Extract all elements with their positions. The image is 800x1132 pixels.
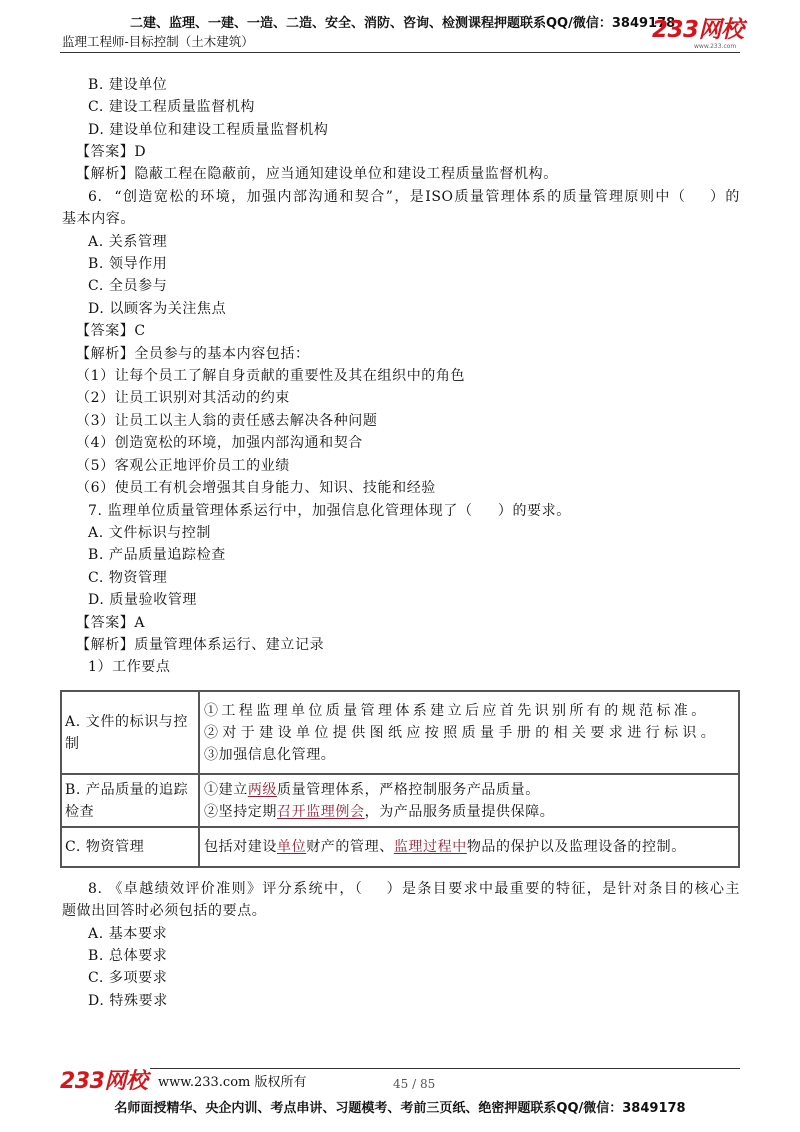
content-text: 物品的保护以及监理设备的控制。	[466, 839, 686, 855]
brand-logo-footer: 233网校	[60, 1069, 148, 1094]
q6-point-1: （1）让每个员工了解自身贡献的重要性及其在组织中的角色	[76, 368, 466, 385]
q8-option-d: D. 特殊要求	[88, 992, 168, 1009]
q6-point-6: （6）使员工有机会增强其自身能力、知识、技能和经验	[76, 480, 436, 497]
content-block-upper	[0, 74, 800, 679]
content-line	[204, 779, 738, 801]
q6-stem-line-2: 基本内容。	[62, 211, 135, 228]
q8-option-b: B. 总体要求	[88, 948, 168, 965]
content-line: ③加强信息化管理。	[204, 746, 336, 763]
header-subtitle: 监理工程师-目标控制（土木建筑）	[62, 34, 254, 49]
q7-option-a: A. 文件标识与控制	[88, 524, 212, 541]
q7-option-d: D. 质量验收管理	[88, 592, 198, 609]
q6-point-4: （4）创造宽松的环境，加强内部沟通和契合	[76, 435, 363, 452]
brand-logo-top: 233网校	[652, 17, 744, 43]
q5-analysis: 【解析】隐蔽工程在隐蔽前，应当通知建设单位和建设工程质量监督机构。	[76, 166, 558, 183]
q6-option-b: B. 领导作用	[88, 256, 168, 273]
content-text: ，为产品服务质量提供保障。	[364, 803, 555, 820]
q6-option-c: C. 全员参与	[88, 278, 168, 295]
content-text: ②坚持定期	[204, 803, 277, 820]
table-row-content	[199, 827, 739, 867]
page-number: 45 / 85	[393, 1077, 436, 1091]
label-line: B. 产品质量的追踪	[65, 781, 189, 798]
work-points-table	[60, 690, 740, 868]
q7-answer: 【答案】A	[76, 614, 146, 631]
q8-option-c: C. 多项要求	[88, 970, 168, 987]
header-promo-text: 二建、监理、一建、一造、二造、安全、消防、咨询、检测课程押题联系QQ/微信：3849178	[130, 16, 676, 31]
table-row	[61, 774, 739, 827]
q8-option-a: A. 基本要求	[88, 925, 168, 942]
highlighted-term: 监理过程中	[393, 839, 467, 855]
table-row-label	[61, 691, 199, 774]
label-line: C. 物资管理	[65, 839, 145, 855]
q7-subheading: 1）工作要点	[88, 659, 171, 676]
content-text: 包括对建设	[204, 839, 277, 855]
table-row-content	[199, 774, 739, 827]
q6-point-3: （3）让员工以主人翁的责任感去解决各种问题	[76, 412, 378, 429]
label-line: 检查	[65, 803, 95, 820]
label-line: A. 文件的标识与控	[65, 713, 189, 730]
q8-stem-line-2: 题做出回答时必须包括的要点。	[62, 903, 267, 920]
content-block-lower	[0, 878, 800, 1012]
highlighted-term: 召开监理例会	[277, 803, 365, 820]
content-line	[204, 801, 738, 823]
brand-logo-caption: www.233.com	[694, 43, 737, 50]
q6-answer: 【答案】C	[76, 323, 146, 340]
content-text: 财产的管理、	[306, 839, 394, 855]
q8-stem-line-1: 8. 《卓越绩效评价准则》评分系统中，（ ）是条目要求中最重要的特征，是针对条目的核心主	[88, 880, 740, 897]
table-row	[61, 691, 739, 774]
q7-option-b: B. 产品质量追踪检查	[88, 547, 226, 564]
q6-point-2: （2）让员工识别对其活动的约束	[76, 390, 290, 407]
content-line	[204, 836, 738, 858]
q6-point-5: （5）客观公正地评价员工的业绩	[76, 457, 290, 474]
q6-analysis: 【解析】全员参与的基本内容包括：	[76, 345, 310, 362]
table-row-label	[61, 774, 199, 827]
footer-promo-text: 名师面授精华、央企内训、考点串讲、习题模考、考前三页纸、绝密押题联系QQ/微信：3849178	[114, 1101, 686, 1116]
header-rule	[60, 52, 740, 53]
q7-option-c: C. 物资管理	[88, 569, 168, 586]
content-line: ①工程监理单位质量管理体系建立后应首先识别所有的规范标准。	[204, 702, 709, 719]
footer-copyright: www.233.com 版权所有	[158, 1075, 307, 1090]
q5-option-b: B. 建设单位	[88, 76, 168, 93]
q5-option-d: D. 建设单位和建设工程质量监督机构	[88, 121, 329, 138]
content-text: ①建立	[204, 781, 248, 798]
table-row-content	[199, 691, 739, 774]
content-text: 质量管理体系，严格控制服务产品质量。	[277, 781, 540, 798]
label-line: 制	[65, 735, 80, 752]
footer-rule	[150, 1068, 740, 1069]
q5-option-c: C. 建设工程质量监督机构	[88, 99, 255, 116]
q7-analysis: 【解析】质量管理体系运行、建立记录	[76, 636, 325, 653]
highlighted-term: 两级	[247, 781, 278, 798]
content-line: ②对于建设单位提供图纸应按照质量手册的相关要求进行标识。	[204, 724, 720, 741]
q6-stem-line-1: 6. “创造宽松的环境，加强内部沟通和契合”，是ISO质量管理体系的质量管理原则中（ ）的	[88, 188, 740, 205]
q6-option-a: A. 关系管理	[88, 233, 168, 250]
q6-option-d: D. 以顾客为关注焦点	[88, 300, 227, 317]
q7-stem: 7. 监理单位质量管理体系运行中，加强信息化管理体现了（ ）的要求。	[88, 502, 571, 519]
table-row-label	[61, 827, 199, 867]
highlighted-term: 单位	[277, 839, 307, 855]
q5-answer: 【答案】D	[76, 144, 147, 161]
table-row	[61, 827, 739, 867]
